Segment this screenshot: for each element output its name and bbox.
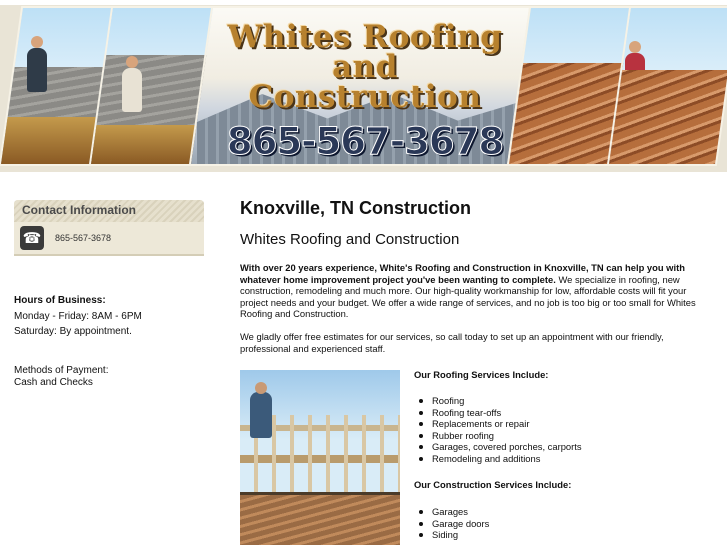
hours-saturday: Saturday: By appointment. bbox=[14, 326, 132, 337]
hours-weekday: Monday - Friday: 8AM - 6PM bbox=[14, 311, 142, 322]
main-content bbox=[240, 198, 710, 354]
list-item: Roofing bbox=[414, 395, 714, 407]
payment-methods: Cash and Checks bbox=[14, 377, 93, 388]
construction-services-title: Our Construction Services Include: bbox=[414, 479, 572, 490]
logo-line-2: and Construction bbox=[248, 49, 482, 115]
list-item: Remodeling and additions bbox=[414, 453, 714, 465]
roofing-services-list bbox=[414, 395, 714, 465]
list-item: Garages, covered porches, carports bbox=[414, 441, 714, 453]
contact-info-box bbox=[14, 200, 204, 256]
header-banner bbox=[0, 0, 727, 172]
banner-photo-roofers-4 bbox=[607, 6, 727, 166]
intro-rest-text: We specialize in roofing, new construction, remodeling and much more. Our high-quality workmanship for low, affordable costs will fit your project needs and your budget. We offer a wide range of services, and no job is too big or too small for Whites Roofing and Construction. bbox=[240, 273, 696, 320]
page-subtitle: Whites Roofing and Construction bbox=[240, 231, 460, 248]
contact-phone-row bbox=[14, 222, 204, 254]
list-item: Replacements or repair bbox=[414, 418, 714, 430]
list-item: Siding bbox=[414, 529, 714, 541]
hours-title: Hours of Business: bbox=[14, 295, 106, 306]
roofers-photo bbox=[240, 370, 400, 545]
estimates-paragraph: We gladly offer free estimates for our services, so call today to set up an appointment with our friendly, professional and experienced staff. bbox=[240, 331, 664, 354]
intro-bold-text: With over 20 years experience, White's Roofing and Construction in Knoxville, TN can help you with whatever home improvement project you've been wanting to complete. bbox=[240, 262, 685, 285]
logo-line-1: Whites Roofing bbox=[227, 19, 503, 55]
contact-info-title: Contact Information bbox=[14, 200, 204, 222]
roofing-services-title: Our Roofing Services Include: bbox=[414, 369, 549, 380]
phone-icon: ☎ bbox=[20, 226, 44, 250]
contact-phone-number[interactable]: 865-567-3678 bbox=[55, 233, 112, 243]
page-title: Knoxville, TN Construction bbox=[240, 198, 472, 218]
header-top-border bbox=[0, 0, 727, 5]
site-logo[interactable] bbox=[215, 19, 515, 115]
sidebar bbox=[14, 200, 204, 256]
payment-title: Methods of Payment: bbox=[14, 365, 109, 376]
intro-paragraph bbox=[240, 262, 708, 320]
list-item: Garages bbox=[414, 506, 714, 518]
construction-services-list bbox=[414, 506, 714, 541]
list-item: Rubber roofing bbox=[414, 430, 714, 442]
list-item: Roofing tear-offs bbox=[414, 407, 714, 419]
header-phone-number: 865-567-3678 bbox=[226, 120, 504, 163]
list-item: Garage doors bbox=[414, 518, 714, 530]
